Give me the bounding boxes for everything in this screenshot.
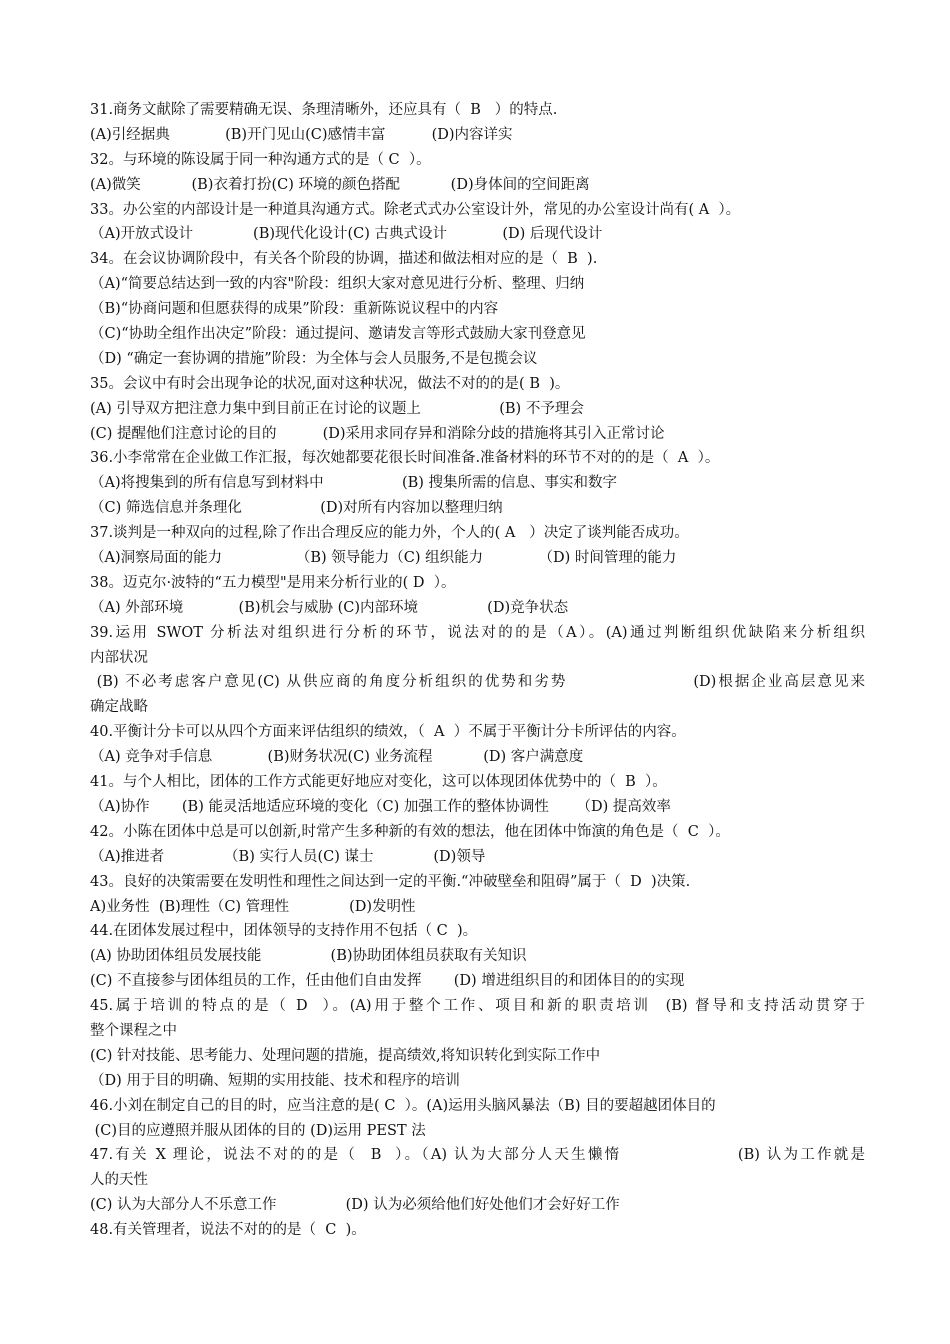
text-line: （A)协作 (B) 能灵活地适应环境的变化（C) 加强工作的整体协调性 （D) 提高效率	[90, 798, 671, 815]
text-line: （C) 筛选信息并条理化 (D)对所有内容加以整理归纳	[90, 500, 503, 517]
text-line: 31.商务文献除了需要精确无误、条理清晰外，还应具有（ B ）的特点.	[90, 102, 558, 118]
text-line: 36.小李常常在企业做工作汇报，每次她都要花很长时间准备.准备材料的环节不对的的是（ A ）。	[90, 450, 720, 467]
text-line: （A)将搜集到的所有信息写到材料中 (B) 搜集所需的信息、事实和数字	[90, 475, 618, 492]
text-line: (C)目的应遵照并服从团体的目的 (D)运用 PEST 法	[90, 1122, 426, 1139]
text-line: （D) “确定一套协调的措施”阶段：为全体与会人员服务,不是包揽会议	[90, 350, 538, 367]
text-line: 41。与个人相比，团体的工作方式能更好地应对变化，这可以体现团体优势中的（ B ）。	[90, 774, 667, 791]
document-page	[90, 98, 865, 1243]
text-line: (C) 不直接参与团体组员的工作，任由他们自由发挥 (D) 增进组织目的和团体目的的实现	[90, 973, 685, 990]
text-line: 46.小刘在制定自己的目的时，应当注意的是( C ）。(A)运用头脑风暴法（B) 目的要超越团体目的	[90, 1097, 716, 1114]
text-line: 48.有关管理者，说法不对的的是（ C )。	[90, 1222, 366, 1239]
text-line: （A) 竞争对手信息 (B)财务状况(C) 业务流程 (D) 客户满意度	[90, 749, 584, 766]
text-line: 37.谈判是一种双向的过程,除了作出合理反应的能力外，个人的( A ）决定了谈判能否成功。	[90, 525, 689, 542]
text-line: A)业务性 (B)理性（C) 管理性 (D)发明性	[90, 898, 416, 915]
text-line: 确定战略	[90, 699, 148, 716]
text-line: (C) 认为大部分人不乐意工作 (D) 认为必须给他们好处他们才会好好工作	[90, 1197, 620, 1214]
text-line: （A)洞察局面的能力 （B) 领导能力（C) 组织能力 （D) 时间管理的能力	[90, 550, 677, 567]
text-line: 39.运用 SWOT 分析法对组织进行分析的环节，说法对的的是（A）。(A)通过判断组织优缺陷来分析组织	[90, 624, 865, 641]
text-line: (A)微笑 (B)衣着打扮(C) 环境的颜色搭配 (D)身体间的空间距离	[90, 176, 590, 193]
text-line: 42。小陈在团体中总是可以创新,时常产生多种新的有效的想法，他在团体中饰演的角色是（ C ）。	[90, 823, 730, 840]
text-line: 内部状况	[90, 649, 148, 666]
text-line: (A) 协助团体组员发展技能 (B)协助团体组员获取有关知识	[90, 948, 527, 965]
text-line: 45.属于培训的特点的是（ D ）。(A)用于整个工作、项目和新的职责培训 (B) 督导和支持活动贯穿于	[90, 998, 865, 1015]
text-line: 44.在团体发展过程中，团体领导的支持作用不包括（ C )。	[90, 923, 478, 940]
text-line: 人的天性	[90, 1172, 148, 1189]
text-line: （C)“协助全组作出决定”阶段：通过提问、邀请发言等形式鼓励大家刊登意见	[90, 326, 586, 343]
text-line: (B) 不必考虑客户意见(C) 从供应商的角度分析组织的优势和劣势 (D)根据企业高层意见来	[90, 674, 865, 691]
text-line: （B)“协商问题和但愿获得的成果”阶段：重新陈说议程中的内容	[90, 301, 499, 318]
text-line: (C) 提醒他们注意讨论的目的 (D)采用求同存异和消除分歧的措施将其引入正常讨论	[90, 425, 665, 442]
text-line: 35。会议中有时会出现争论的状况,面对这种状况，做法不对的的是( B )。	[90, 375, 570, 392]
text-line: （D) 用于目的明确、短期的实用技能、技术和程序的培训	[90, 1072, 460, 1089]
text-line: （A)推进者 （B) 实行人员(C) 谋士 (D)领导	[90, 848, 486, 865]
text-line: 43。良好的决策需要在发明性和理性之间达到一定的平衡.“冲破壁垒和阻碍”属于（ D )决策.	[90, 873, 691, 890]
text-line: （A)开放式设计 (B)现代化设计(C) 古典式设计 (D) 后现代设计	[90, 226, 603, 243]
text-line: （A) 外部环境 (B)机会与威胁 (C)内部环境 (D)竞争状态	[90, 599, 569, 616]
text-line: (A)引经据典 (B)开门见山(C)感情丰富 (D)内容详实	[90, 126, 513, 143]
text-line: 32。与环境的陈设属于同一种沟通方式的是（ C ）。	[90, 151, 431, 168]
text-line: 47.有关 X 理论，说法不对的的是（ B ）。（A) 认为大部分人天生懒惰 (B) 认为工作就是	[90, 1147, 865, 1164]
text-line: 38。迈克尔·波特的“五力模型"是用来分析行业的( D ）。	[90, 574, 456, 591]
text-line: 33。办公室的内部设计是一种道具沟通方式。除老式式办公室设计外，常见的办公室设计尚有( A ）。	[90, 201, 741, 218]
text-line: 34。在会议协调阶段中，有关各个阶段的协调，描述和做法相对应的是（ B ).	[90, 251, 598, 268]
text-line: 40.平衡计分卡可以从四个方面来评估组织的绩效，（ A ）不属于平衡计分卡所评估的内容。	[90, 724, 686, 741]
text-line: (A) 引导双方把注意力集中到目前正在讨论的议题上 (B) 不予理会	[90, 400, 584, 417]
text-line: （A)“简要总结达到一致的内容"阶段：组织大家对意见进行分析、整理、归纳	[90, 276, 585, 293]
text-line: 整个课程之中	[90, 1022, 177, 1039]
text-line: (C) 针对技能、思考能力、处理问题的措施，提高绩效,将知识转化到实际工作中	[90, 1047, 601, 1064]
